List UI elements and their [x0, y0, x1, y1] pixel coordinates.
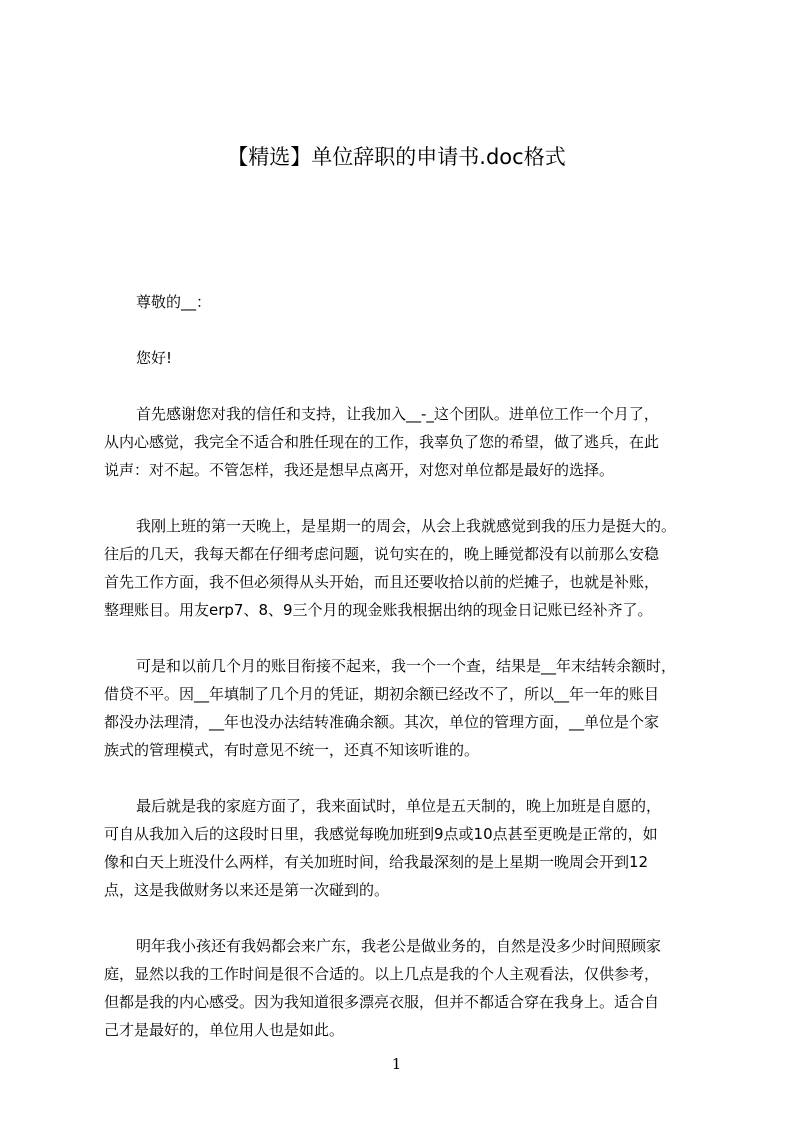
paragraph-line: 从内心感觉，我完全不适合和胜任现在的工作，我辜负了您的希望，做了逃兵，在此 — [104, 433, 660, 451]
greeting: 您好! — [136, 349, 173, 367]
paragraph-line: 庭，显然以我的工作时间是很不合适的。以上几点是我的个人主观看法，仅供参考， — [104, 965, 660, 983]
paragraph-line: 族式的管理模式，有时意见不统一，还真不知该听谁的。 — [104, 741, 480, 759]
salutation: 尊敬的__： — [136, 293, 212, 311]
paragraph-line: 说声：对不起。不管怎样，我还是想早点离开，对您对单位都是最好的选择。 — [104, 461, 615, 479]
paragraph-line: 明年我小孩还有我妈都会来广东，我老公是做业务的，自然是没多少时间照顾家 — [136, 937, 662, 955]
letter-body — [104, 288, 708, 1072]
paragraph-line: 我刚上班的第一天晚上，是星期一的周会，从会上我就感觉到我的压力是挺大的。 — [136, 517, 677, 535]
paragraph-2 — [104, 512, 708, 624]
paragraph-line: 都没办法理清，__年也没办法结转准确余额。其次，单位的管理方面，__单位是个家 — [104, 713, 660, 731]
paragraph-line: 己才是最好的，单位用人也是如此。 — [104, 1021, 345, 1039]
paragraph-line: 像和白天上班没什么两样，有关加班时间，给我最深刻的是上星期一晚周会开到12 — [104, 853, 649, 871]
paragraph-line: 往后的几天，我每天都在仔细考虑问题，说句实在的，晚上睡觉都没有以前那么安稳 — [104, 545, 660, 563]
paragraph-5 — [104, 932, 708, 1044]
document-title: 【精选】单位辞职的申请书.doc格式 — [227, 145, 566, 169]
paragraph-line: 可自从我加入后的这段时日里，我感觉每晚加班到9点或10点甚至更晚是正常的，如 — [104, 825, 658, 843]
paragraph-line: 点，这是我做财务以来还是第一次碰到的。 — [104, 881, 390, 899]
paragraph-line: 最后就是我的家庭方面了，我来面试时，单位是五天制的，晚上加班是自愿的， — [136, 797, 662, 815]
paragraph-line: 首先工作方面，我不但必须得从头开始，而且还要收拾以前的烂摊子，也就是补账， — [104, 573, 660, 591]
page-number: 1 — [391, 1055, 402, 1073]
paragraph-line: 借贷不平。因__年填制了几个月的凭证，期初余额已经改不了，所以__年一年的账目 — [104, 685, 660, 703]
paragraph-1 — [104, 400, 708, 484]
paragraph-line: 首先感谢您对我的信任和支持，让我加入__-_这个团队。进单位工作一个月了， — [136, 405, 659, 423]
greeting-paragraph — [104, 344, 708, 372]
paragraph-line: 但都是我的内心感受。因为我知道很多漂亮衣服，但并不都适合穿在我身上。适合自 — [104, 993, 660, 1011]
paragraph-line: 整理账目。用友erp7、8、9三个月的现金账我根据出纳的现金日记账已经补齐了。 — [104, 601, 653, 619]
paragraph-line: 可是和以前几个月的账目衔接不起来，我一个一个查，结果是__年末结转余额时， — [136, 657, 677, 675]
salutation-paragraph — [104, 288, 708, 316]
paragraph-4 — [104, 792, 708, 904]
paragraph-3 — [104, 652, 708, 764]
